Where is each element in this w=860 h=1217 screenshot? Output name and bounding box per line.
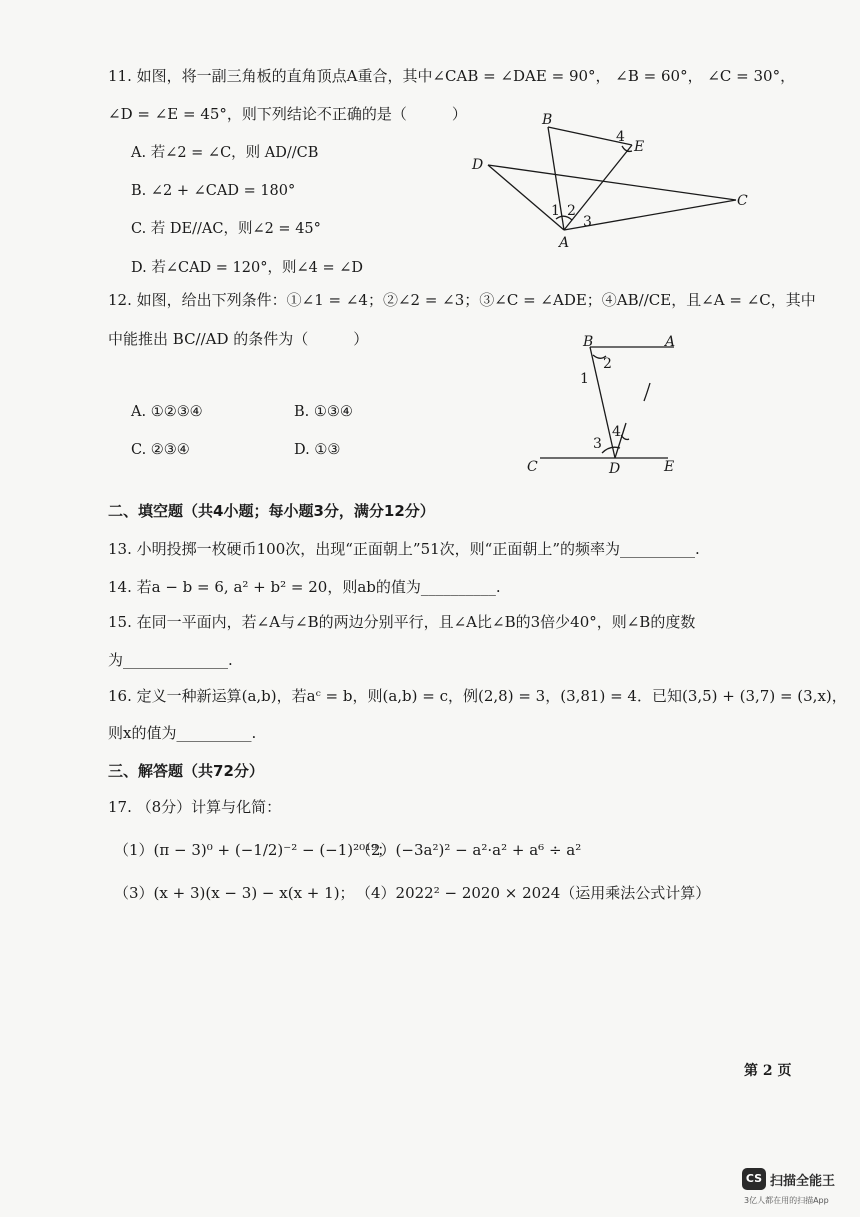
q17-part-2: （2）(−3a²)² − a²·a² + a⁶ ÷ a² xyxy=(356,841,582,859)
q13-stem: 13. 小明投掷一枚硬币100次，出现“正面朝上”51次，则“正面朝上”的频率为__________. xyxy=(108,540,700,558)
q12-stem-line2: 中能推出 BC//AD 的条件为（ ） xyxy=(108,330,369,348)
q12-angle-4: 4 xyxy=(612,424,621,440)
q11-stem-line1: 11. 如图，将一副三角板的直角顶点A重合，其中∠CAB = ∠DAE = 90°， ∠B = 60°， ∠C = 30°， xyxy=(108,67,796,85)
q11-label-c: C xyxy=(737,193,748,209)
q12-option-c: C. ②③④ xyxy=(131,442,190,458)
q16-stem-line2: 则x的值为__________. xyxy=(108,724,257,742)
q12-angle-arc-4 xyxy=(621,435,629,440)
q11-label-a: A xyxy=(559,235,570,251)
q11-option-b: B. ∠2 + ∠CAD = 180° xyxy=(131,183,296,199)
q12-angle-3: 3 xyxy=(593,436,602,452)
scanner-app-name: 扫描全能王 xyxy=(770,1174,836,1189)
q11-label-e: E xyxy=(634,139,645,155)
q17-header: 17. （8分）计算与化简： xyxy=(108,798,282,816)
q12-angle-2: 2 xyxy=(603,356,612,372)
q11-angle-4: 4 xyxy=(616,129,625,145)
q12-option-a: A. ①②③④ xyxy=(131,404,203,420)
q17-part-3: （3）(x + 3)(x − 3) − x(x + 1)； xyxy=(114,884,355,902)
q11-option-c: C. 若 DE//AC，则∠2 = 45° xyxy=(131,221,321,237)
q12-parallel-lines-figure xyxy=(520,325,700,480)
q12-option-d: D. ①③ xyxy=(294,442,341,458)
q12-stem-line1: 12. 如图，给出下列条件：①∠1 = ∠4；②∠2 = ∠3；③∠C = ∠ADE；④AB//CE，且∠A = ∠C，其中 xyxy=(108,291,816,309)
q11-angle-1: 1 xyxy=(551,203,560,219)
q16-stem-line1: 16. 定义一种新运算(a,b)，若aᶜ = b，则(a,b) = c，例(2,8) = 3，(3,81) = 4．已知(3,5) + (3,7) = (3,x)， xyxy=(108,687,847,705)
q12-stray-mark xyxy=(644,383,650,401)
q12-label-c: C xyxy=(527,459,538,475)
scanner-tagline: 3亿人都在用的扫描App xyxy=(744,1196,829,1205)
section-answer-title: 三、解答题（共72分） xyxy=(108,762,264,780)
q12-label-a: A xyxy=(665,334,676,350)
q17-part-4: （4）2022² − 2020 × 2024（运用乘法公式计算） xyxy=(356,884,711,902)
q15-stem-line1: 15. 在同一平面内，若∠A与∠B的两边分别平行，且∠A比∠B的3倍少40°，则∠B的度数 xyxy=(108,613,696,631)
q11-triangle-figure xyxy=(460,105,760,265)
q11-angle-2: 2 xyxy=(567,203,576,219)
section-fill-in-title: 二、填空题（共4小题；每小题3分，满分12分） xyxy=(108,502,435,520)
scanner-logo-icon: CS xyxy=(742,1168,766,1190)
q11-option-a: A. 若∠2 = ∠C，则 AD//CB xyxy=(131,145,319,161)
q12-label-e: E xyxy=(664,459,675,475)
page-number: 第 2 页 xyxy=(744,1063,792,1079)
q14-stem: 14. 若a − b = 6, a² + b² = 20，则ab的值为__________. xyxy=(108,578,501,596)
q17-part-1: （1）(π − 3)⁰ + (−1/2)⁻² − (−1)²⁰¹⁹； xyxy=(114,841,393,859)
q15-stem-line2: 为______________. xyxy=(108,651,233,669)
q11-label-b: B xyxy=(542,112,553,128)
q12-angle-1: 1 xyxy=(580,371,589,387)
q11-stem-line2: ∠D = ∠E = 45°，则下列结论不正确的是（ ） xyxy=(108,105,467,123)
q12-option-b: B. ①③④ xyxy=(294,404,353,420)
q12-label-d: D xyxy=(609,461,621,477)
q12-label-b: B xyxy=(583,334,594,350)
q11-option-d: D. 若∠CAD = 120°，则∠4 = ∠D xyxy=(131,260,363,276)
q11-label-d: D xyxy=(472,157,484,173)
q11-angle-3: 3 xyxy=(583,214,592,230)
